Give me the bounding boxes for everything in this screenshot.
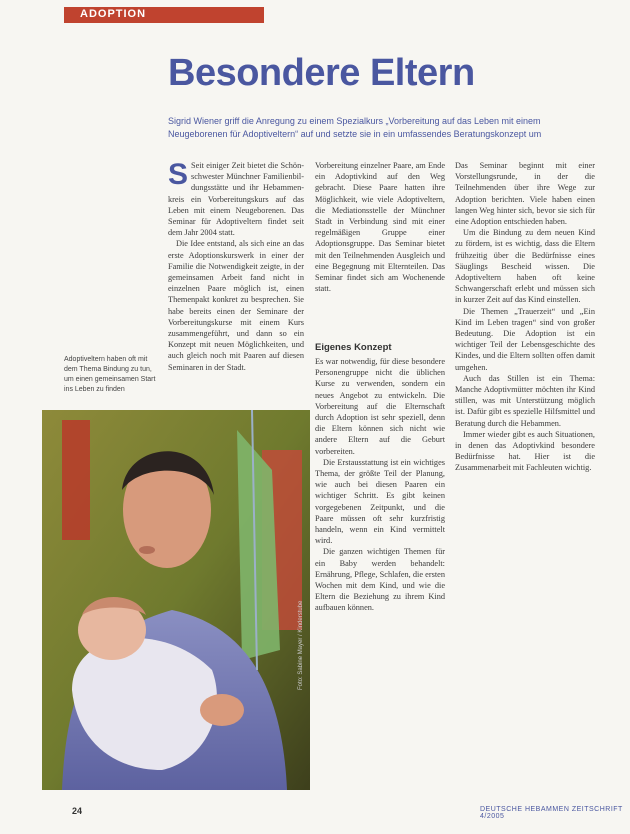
photo-credit: Foto: Sabine Mayer / Kinderstube (298, 600, 304, 690)
paragraph: Vorbereitung einzelner Paare, am Ende ein Adoptivkind auf den Weg gebracht. Diese Paare hatten ihre Möglichkeit, wie viele Adoptiveltern, die Mediationsstelle der Münchner Stadt in Verbindung sind mit einer regelmäßigen Gruppe einer Adoptionsgruppe. Das Seminar bietet mit den Teilnehmenden Ausgleich und eine Begegnung mit Elternteilen. Das Seminar findet sich am Wochenende statt. (315, 161, 445, 294)
paragraph: Die ganzen wichtigen Themen für ein Baby werden behandelt: Ernährung, Pflege, Schlafen, die ersten Wochen mit dem Kind, und wie die Eltern die Beziehung zu ihrem Kind aufbauen können. (315, 547, 445, 613)
article-column-2 (315, 160, 445, 335)
page-number: 24 (72, 806, 83, 816)
paragraph: Um die Bindung zu dem neuen Kind zu fördern, ist es wichtig, dass die Eltern frühzeitig über die Bedürfnisse eines Säuglings Bescheid wissen. Die Adoptiveltern haben oft keine Schwangerschaft erlebt und müssen sich in kurzer Zeit auf das Kind einstellen. (455, 228, 595, 305)
photo-caption: Adoptiveltern haben oft mit dem Thema Bindung zu tun, um einen gemeinsamen Start ins Leben zu finden (64, 356, 156, 393)
subheading: Eigenes Konzept (315, 342, 392, 353)
journal-footer: DEUTSCHE HEBAMMEN ZEITSCHRIFT 4/2005 (480, 806, 623, 820)
paragraph: Die Erstausstattung ist ein wichtiges Thema, der größte Teil der Planung, wie auch bei diesen Paaren ein wichtiger Schritt. Es gibt keinen vorgegebenen Zeitpunkt, und die Paare müssen oft sehr kurzfristig handeln, wenn ein Kind vermittelt wird. (315, 457, 445, 546)
article-column-2-continued (315, 356, 445, 786)
paragraph: Seit einiger Zeit bietet die Schönschwester Münchner Familienbildungsstätte und ihr Hebammenkreis ein Vorbereitungskurs auf das Leben mit einem Neugeborenen. Das Seminar für Adoptiveltern findet seit dem Jahr 2004 statt. (168, 161, 304, 238)
article-column-3 (455, 160, 595, 780)
article-photo (42, 410, 310, 790)
paragraph: Die Themen „Trauerzeit“ und „Ein Kind im Leben tragen“ sind von großer Bedeutung. Die Adoption ist ein wichtiger Teil der Lebensgeschichte des Kindes, und die Eltern sollten offen damit umgehen. (455, 306, 595, 372)
paragraph: Die Idee entstand, als sich eine an das erste Adoptionskurswerk in einer der Familie die Notwendigkeit zeigte, in der gemeinsamen Arbeit fand nicht in einzelnen Paare möglich ist, einen Themenpakt konkret zu besprechen. Sie habe bereits einen der Seminare der Vorbereitungskurse mit einem Kurs zusammengeführt, und dann so ein Konzept mit neuen Möglichkeiten, und auch gleich noch mit Paaren auf diesen Seminaren in der Stadt. (168, 239, 304, 372)
paragraph: Auch das Stillen ist ein Thema: Manche Adoptivmütter möchten ihr Kind stillen, was mit Unterstützung möglich ist. Dafür gibt es spezielle Hilfsmittel und Beratung durch die Hebammen. (455, 373, 595, 428)
article-title: Besondere Eltern (168, 52, 475, 94)
article-lead: Sigrid Wiener griff die Anregung zu einem Spezialkurs „Vorbereitung auf das Leben mit einem Neugeborenen für Adoptiveltern“ auf und setzte sie in ein umfassendes Beratungskonzept um (168, 116, 542, 139)
drop-cap: S (168, 160, 189, 191)
paragraph: Es war notwendig, für diese besondere Personengruppe nicht die üblichen Kurse zu verwenden, sondern ein neues Angebot zu entwickeln. Die Vorbereitung auf die Elternschaft durch Adoption ist sehr speziell, denn die Eltern können sich nicht wie andere Eltern auf die Geburt vorbereiten. (315, 357, 445, 456)
paragraph: Das Seminar beginnt mit einer Vorstellungsrunde, in der die Teilnehmenden über ihre Wege zur Adoption berichten. Viele haben einen langen Weg hinter sich, bevor sie sich für eine Adoption entschieden haben. (455, 161, 595, 227)
photo-illustration (42, 410, 310, 790)
article-column-1 (168, 160, 304, 410)
section-label: ADOPTION (80, 8, 147, 20)
paragraph: Immer wieder gibt es auch Situationen, in denen das Adoptivkind besondere Bedürfnisse hat. Hier ist die Zusammenarbeit mit Fachleuten wichtig. (455, 429, 595, 473)
